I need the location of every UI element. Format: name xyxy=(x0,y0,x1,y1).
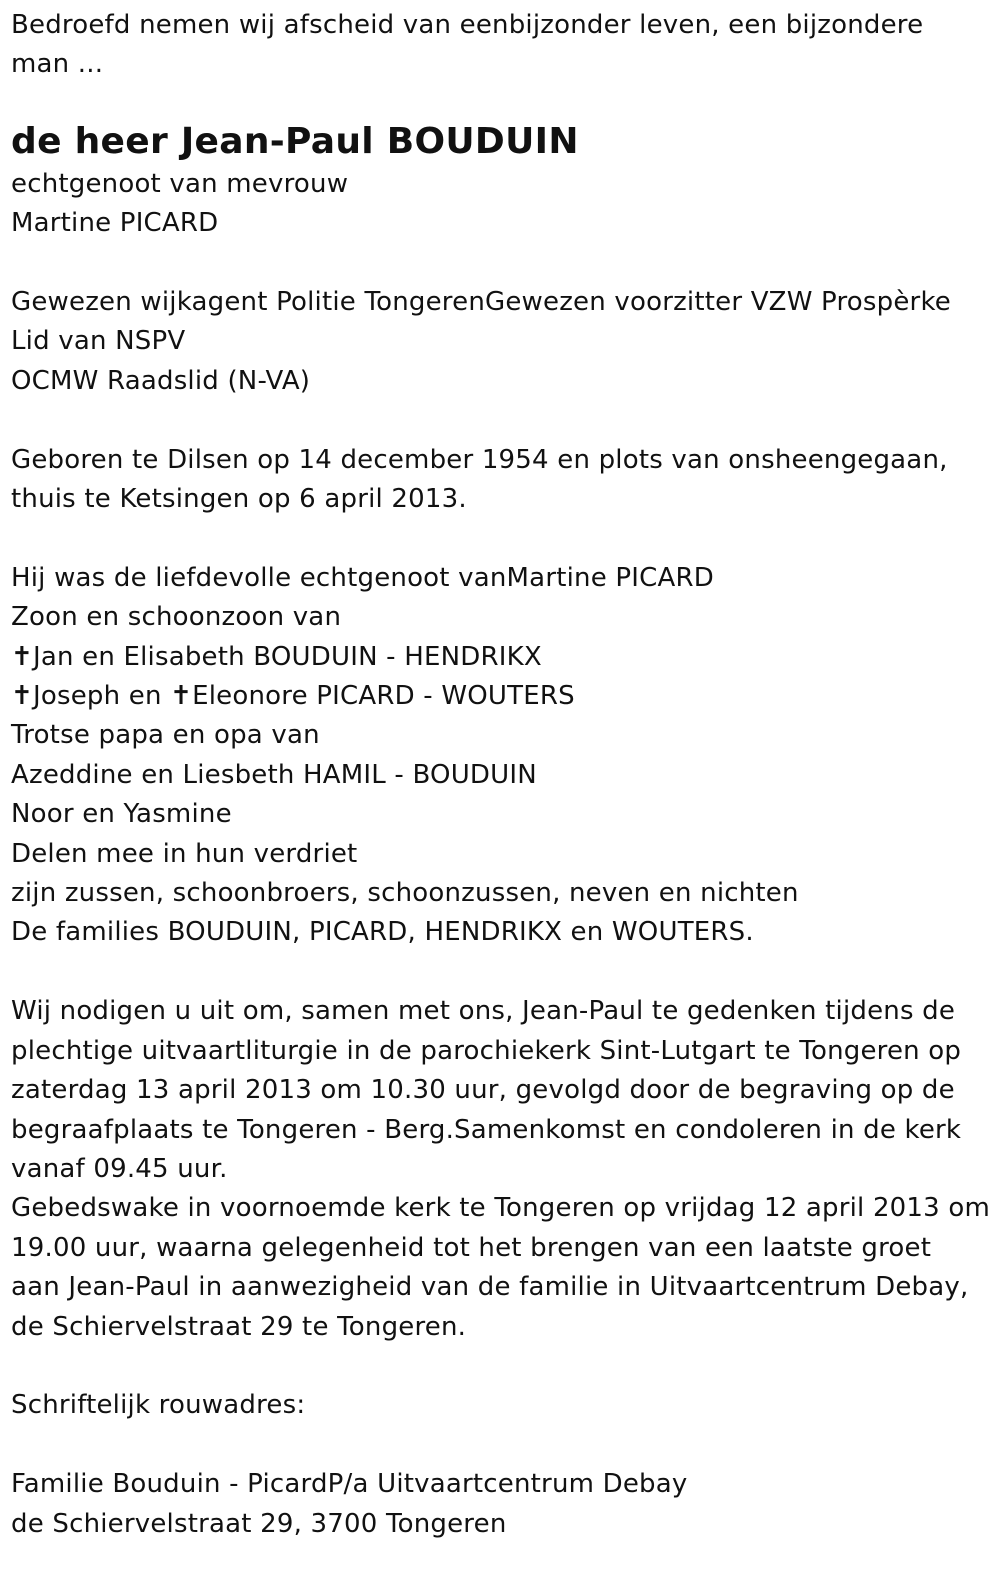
role-line: OCMW Raadslid (N-VA) xyxy=(11,365,311,396)
family-in-law-father: Joseph en xyxy=(33,681,171,712)
ceremony-line: plechtige uitvaartliturgie in de parochiekerk Sint-Lutgart te Tongeren op xyxy=(11,1035,962,1066)
intro-paragraph xyxy=(11,6,989,85)
spacer xyxy=(11,244,989,283)
ceremony-line: zaterdag 13 april 2013 om 10.30 uur, gevolgd door de begraving op de xyxy=(11,1075,955,1106)
intro-line: man ... xyxy=(11,49,104,80)
spacer xyxy=(11,953,989,992)
spouse-info xyxy=(11,165,989,244)
intro-line: Bedroefd nemen wij afscheid van eenbijzonder leven, een bijzondere xyxy=(11,10,924,40)
family-line: Hij was de liefdevolle echtgenoot vanMartine PICARD xyxy=(11,562,714,593)
family-line: zijn zussen, schoonbroers, schoonzussen, neven en nichten xyxy=(11,878,799,909)
ceremony-line: de Schiervelstraat 29 te Tongeren. xyxy=(11,1311,467,1342)
cross-icon: ✝ xyxy=(11,641,33,672)
family-line: Trotse papa en opa van xyxy=(11,720,320,751)
role-line: Lid van NSPV xyxy=(11,326,186,357)
address-block xyxy=(11,1465,989,1544)
roles-paragraph xyxy=(11,283,989,401)
family-line: Zoon en schoonzoon van xyxy=(11,602,342,633)
spacer xyxy=(11,1426,989,1465)
family-line: Noor en Yasmine xyxy=(11,799,232,830)
family-line: Delen mee in hun verdriet xyxy=(11,838,358,869)
spacer xyxy=(11,1347,989,1386)
ceremony-line: Wij nodigen u uit om, samen met ons, Jean-Paul te gedenken tijdens de xyxy=(11,996,956,1027)
cross-icon: ✝ xyxy=(11,681,33,712)
ceremony-line: vanaf 09.45 uur. xyxy=(11,1153,228,1184)
family-paragraph xyxy=(11,559,989,953)
address-line: de Schiervelstraat 29, 3700 Tongeren xyxy=(11,1508,507,1539)
family-line xyxy=(11,638,989,677)
address-line: Familie Bouduin - PicardP/a Uitvaartcentrum Debay xyxy=(11,1469,688,1500)
family-line xyxy=(11,677,989,716)
ceremony-line: begraafplaats te Tongeren - Berg.Samenkomst en condoleren in de kerk xyxy=(11,1114,962,1145)
spouse-line: Martine PICARD xyxy=(11,208,219,239)
ceremony-line: aan Jean-Paul in aanwezigheid van de familie in Uitvaartcentrum Debay, xyxy=(11,1272,969,1303)
family-line: De families BOUDUIN, PICARD, HENDRIKX en WOUTERS. xyxy=(11,917,754,948)
spacer xyxy=(11,401,989,440)
deceased-name: de heer Jean-Paul BOUDUIN xyxy=(11,120,579,162)
spouse-line: echtgenoot van mevrouw xyxy=(11,168,349,199)
family-in-law-mother: Eleonore PICARD - WOUTERS xyxy=(192,681,575,712)
birth-line: thuis te Ketsingen op 6 april 2013. xyxy=(11,484,467,515)
spacer xyxy=(11,519,989,558)
ceremony-line: 19.00 uur, waarna gelegenheid tot het brengen van een laatste groet xyxy=(11,1232,932,1263)
ceremony-line: Gebedswake in voornoemde kerk te Tongeren op vrijdag 12 april 2013 om xyxy=(11,1193,991,1224)
cross-icon: ✝ xyxy=(170,681,193,712)
birth-line: Geboren te Dilsen op 14 december 1954 en plots van onsheengegaan, xyxy=(11,444,948,475)
family-parents: Jan en Elisabeth BOUDUIN - HENDRIKX xyxy=(33,641,542,672)
address-label: Schriftelijk rouwadres: xyxy=(11,1390,306,1421)
family-line: Azeddine en Liesbeth HAMIL - BOUDUIN xyxy=(11,759,537,790)
birth-paragraph xyxy=(11,441,989,520)
role-line: Gewezen wijkagent Politie TongerenGewezen voorzitter VZW Prospèrke xyxy=(11,287,951,318)
ceremony-paragraph xyxy=(11,992,989,1347)
